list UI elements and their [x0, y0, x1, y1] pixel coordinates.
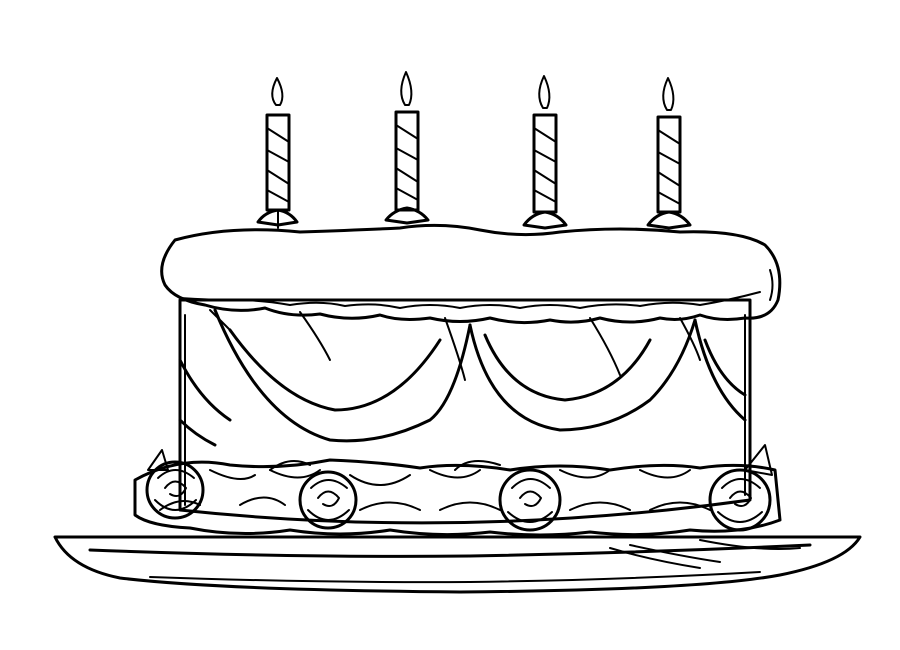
cake-body — [180, 300, 750, 523]
candle-1 — [258, 78, 297, 228]
rose-2 — [300, 472, 356, 528]
rose-1 — [147, 450, 203, 518]
candle-3 — [524, 76, 566, 228]
frosting — [162, 225, 780, 322]
candle-2 — [386, 72, 428, 223]
plate — [55, 537, 860, 592]
rose-3 — [500, 470, 560, 530]
drapes — [180, 310, 745, 445]
candle-4 — [648, 78, 690, 228]
rose-4 — [710, 445, 772, 530]
